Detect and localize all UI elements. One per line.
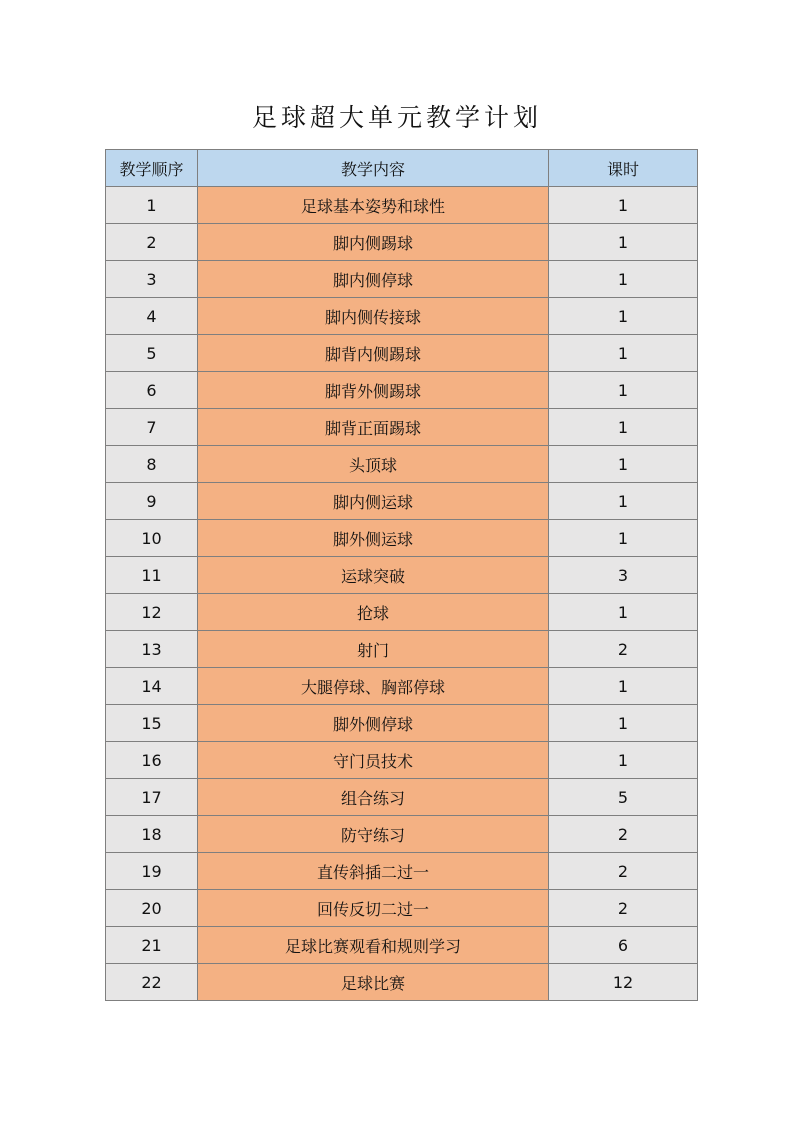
- table-row: [106, 964, 698, 1001]
- row-hours-cell: 1: [549, 668, 698, 705]
- row-content-cell: 足球比赛观看和规则学习: [198, 927, 549, 964]
- row-hours-cell: 6: [549, 927, 698, 964]
- row-hours-cell: 1: [549, 520, 698, 557]
- table-row: [106, 816, 698, 853]
- row-order-cell: 8: [106, 446, 198, 483]
- table-row: [106, 224, 698, 261]
- table-row: [106, 187, 698, 224]
- row-hours-cell: 2: [549, 631, 698, 668]
- row-hours-cell: 2: [549, 890, 698, 927]
- row-order-cell: 6: [106, 372, 198, 409]
- table-row: [106, 409, 698, 446]
- row-order-cell: 20: [106, 890, 198, 927]
- table-row: [106, 298, 698, 335]
- table-header-row: [106, 150, 698, 187]
- row-hours-cell: 1: [549, 483, 698, 520]
- row-hours-cell: 3: [549, 557, 698, 594]
- table-row: [106, 927, 698, 964]
- header-hours: 课时: [549, 150, 698, 187]
- row-order-cell: 14: [106, 668, 198, 705]
- row-order-cell: 19: [106, 853, 198, 890]
- table-row: [106, 779, 698, 816]
- row-content-cell: 防守练习: [198, 816, 549, 853]
- row-hours-cell: 1: [549, 261, 698, 298]
- header-content: 教学内容: [198, 150, 549, 187]
- table-row: [106, 594, 698, 631]
- row-order-cell: 10: [106, 520, 198, 557]
- table-row: [106, 261, 698, 298]
- row-hours-cell: 1: [549, 224, 698, 261]
- row-content-cell: 脚背外侧踢球: [198, 372, 549, 409]
- table-row: [106, 483, 698, 520]
- row-order-cell: 11: [106, 557, 198, 594]
- row-hours-cell: 1: [549, 594, 698, 631]
- row-order-cell: 9: [106, 483, 198, 520]
- row-hours-cell: 1: [549, 446, 698, 483]
- row-order-cell: 22: [106, 964, 198, 1001]
- row-hours-cell: 5: [549, 779, 698, 816]
- row-content-cell: 头顶球: [198, 446, 549, 483]
- row-content-cell: 守门员技术: [198, 742, 549, 779]
- row-hours-cell: 1: [549, 335, 698, 372]
- header-order: 教学顺序: [106, 150, 198, 187]
- row-content-cell: 脚背内侧踢球: [198, 335, 549, 372]
- table-body: [106, 187, 698, 1001]
- table-row: [106, 446, 698, 483]
- table-row: [106, 890, 698, 927]
- row-content-cell: 脚内侧踢球: [198, 224, 549, 261]
- row-hours-cell: 1: [549, 298, 698, 335]
- teaching-plan-table: [105, 149, 698, 1001]
- row-order-cell: 13: [106, 631, 198, 668]
- row-hours-cell: 1: [549, 187, 698, 224]
- row-content-cell: 脚外侧运球: [198, 520, 549, 557]
- row-hours-cell: 2: [549, 816, 698, 853]
- row-hours-cell: 1: [549, 372, 698, 409]
- row-content-cell: 运球突破: [198, 557, 549, 594]
- row-order-cell: 4: [106, 298, 198, 335]
- row-order-cell: 5: [106, 335, 198, 372]
- table-row: [106, 853, 698, 890]
- row-content-cell: 足球基本姿势和球性: [198, 187, 549, 224]
- row-order-cell: 3: [106, 261, 198, 298]
- row-order-cell: 21: [106, 927, 198, 964]
- row-order-cell: 15: [106, 705, 198, 742]
- row-content-cell: 大腿停球、胸部停球: [198, 668, 549, 705]
- row-content-cell: 脚背正面踢球: [198, 409, 549, 446]
- row-content-cell: 组合练习: [198, 779, 549, 816]
- row-content-cell: 直传斜插二过一: [198, 853, 549, 890]
- row-hours-cell: 2: [549, 853, 698, 890]
- row-hours-cell: 1: [549, 409, 698, 446]
- table-row: [106, 705, 698, 742]
- row-content-cell: 脚外侧停球: [198, 705, 549, 742]
- row-content-cell: 脚内侧停球: [198, 261, 549, 298]
- row-content-cell: 足球比赛: [198, 964, 549, 1001]
- table-row: [106, 372, 698, 409]
- row-hours-cell: 12: [549, 964, 698, 1001]
- row-order-cell: 7: [106, 409, 198, 446]
- row-hours-cell: 1: [549, 705, 698, 742]
- row-content-cell: 脚内侧运球: [198, 483, 549, 520]
- row-content-cell: 抢球: [198, 594, 549, 631]
- row-order-cell: 2: [106, 224, 198, 261]
- row-content-cell: 回传反切二过一: [198, 890, 549, 927]
- row-content-cell: 射门: [198, 631, 549, 668]
- row-order-cell: 12: [106, 594, 198, 631]
- row-hours-cell: 1: [549, 742, 698, 779]
- row-order-cell: 1: [106, 187, 198, 224]
- row-order-cell: 18: [106, 816, 198, 853]
- page-title: 足球超大单元教学计划: [251, 103, 542, 132]
- table-row: [106, 557, 698, 594]
- table-row: [106, 631, 698, 668]
- table-row: [106, 668, 698, 705]
- table-row: [106, 742, 698, 779]
- row-content-cell: 脚内侧传接球: [198, 298, 549, 335]
- table-row: [106, 520, 698, 557]
- row-order-cell: 17: [106, 779, 198, 816]
- row-order-cell: 16: [106, 742, 198, 779]
- table-row: [106, 335, 698, 372]
